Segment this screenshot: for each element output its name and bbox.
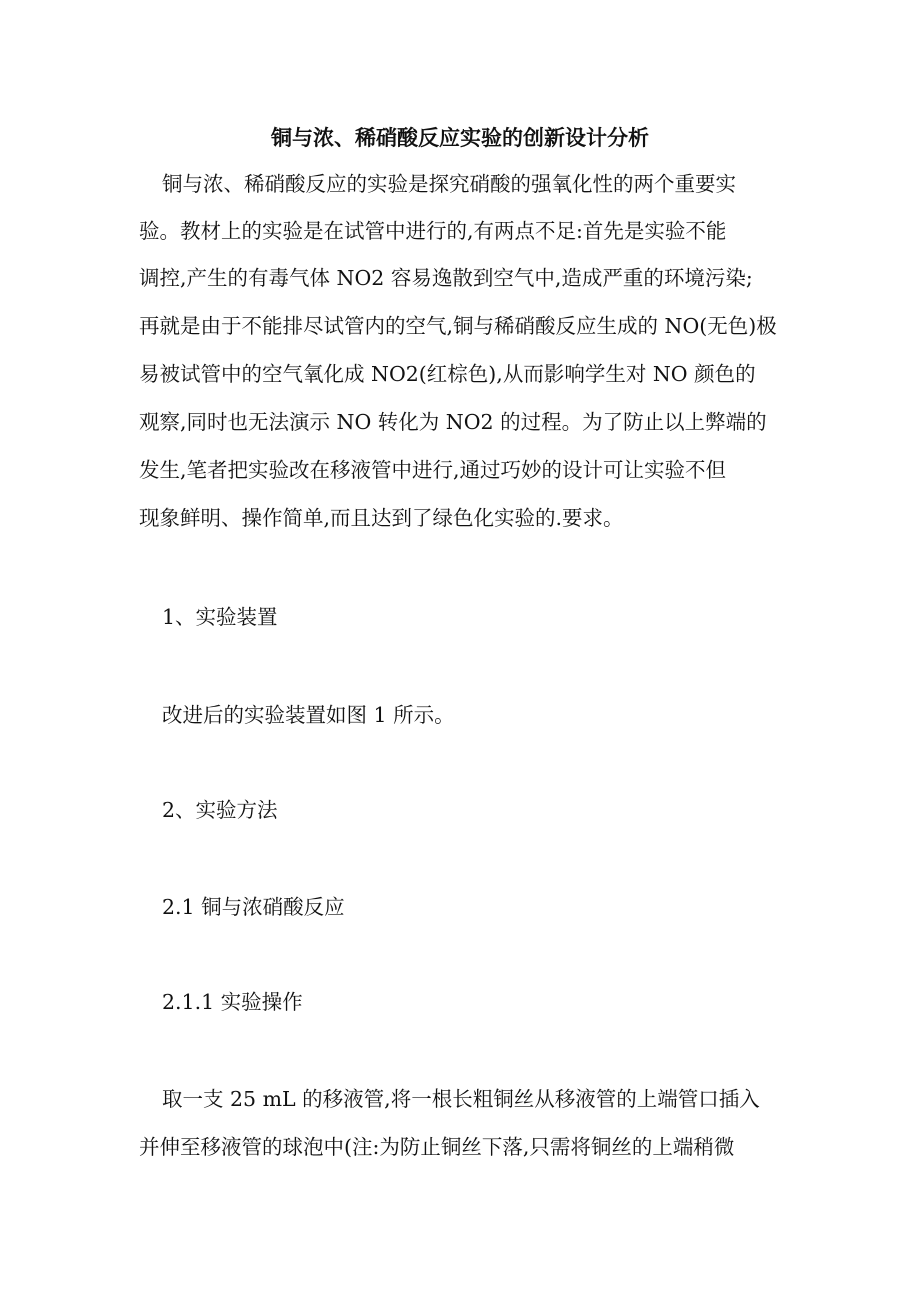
intro-line: 易被试管中的空气氧化成 NO2(红棕色),从而影响学生对 NO 颜色的 <box>139 362 756 386</box>
document-title: 铜与浓、稀硝酸反应实验的创新设计分析 <box>271 126 649 150</box>
intro-line: 调控,产生的有毒气体 NO2 容易逸散到空气中,造成严重的环境污染; <box>139 266 753 290</box>
section-text: 改进后的实验装置如图 1 所示。 <box>162 703 455 727</box>
subsection-heading: 2.1 铜与浓硝酸反应 <box>162 895 345 919</box>
intro-line: 验。教材上的实验是在试管中进行的,有两点不足:首先是实验不能 <box>139 219 727 243</box>
operation-line: 并伸至移液管的球泡中(注:为防止铜丝下落,只需将铜丝的上端稍微 <box>139 1135 735 1159</box>
intro-line: 发生,笔者把实验改在移液管中进行,通过巧妙的设计可让实验不但 <box>139 458 727 482</box>
operation-line: 取一支 25 mL 的移液管,将一根长粗铜丝从移液管的上端管口插入 <box>162 1087 760 1111</box>
intro-line: 铜与浓、稀硝酸反应的实验是探究硝酸的强氧化性的两个重要实 <box>162 172 736 196</box>
subsection-heading: 2.1.1 实验操作 <box>162 990 303 1014</box>
intro-line: 观察,同时也无法演示 NO 转化为 NO2 的过程。为了防止以上弊端的 <box>139 410 767 434</box>
intro-line: 再就是由于不能排尽试管内的空气,铜与稀硝酸反应生成的 NO(无色)极 <box>139 314 777 338</box>
section-heading: 2、实验方法 <box>162 798 278 822</box>
section-heading: 1、实验装置 <box>162 605 278 629</box>
intro-line: 现象鲜明、操作简单,而且达到了绿色化实验的.要求。 <box>139 506 624 530</box>
